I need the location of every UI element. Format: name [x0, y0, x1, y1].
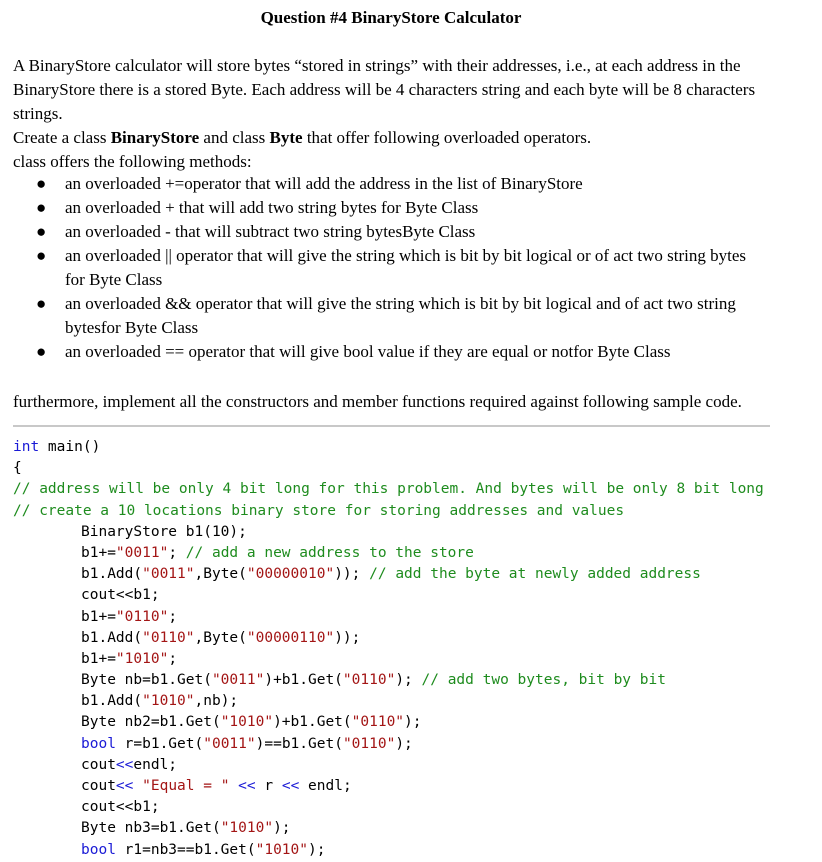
intro-line: BinaryStore there is a stored Byte. Each address will be 4 characters string and each byte will be 8 characters	[13, 80, 756, 99]
code-comment: // address will be only 4 bit long for this problem. And bytes will be only 8 bit long	[13, 481, 764, 498]
code-line: bool r1=nb3==b1.Get("1010");	[81, 841, 326, 858]
bullet-icon: ●	[36, 222, 47, 241]
create-classes-line: Create a class BinaryStore and class Byte that offer following overloaded operators.	[13, 128, 592, 147]
bullet-icon: ●	[36, 294, 47, 313]
code-line: Byte nb2=b1.Get("1010")+b1.Get("0110");	[81, 714, 422, 731]
bullet-icon: ●	[36, 342, 47, 361]
code-line: b1+="0110";	[81, 608, 178, 625]
intro-line: A BinaryStore calculator will store bytes “stored in strings” with their addresses, i.e., at each address in the	[13, 56, 741, 75]
code-line: b1.Add("1010",nb);	[81, 693, 239, 710]
code-comment: // create a 10 locations binary store for storing addresses and values	[13, 502, 625, 519]
bullet-icon: ●	[36, 198, 47, 217]
code-line: cout<<b1;	[81, 799, 160, 816]
divider	[13, 425, 770, 427]
code-line: Byte nb3=b1.Get("1010");	[81, 820, 291, 837]
code-line: b1+="0011"; // add a new address to the store	[81, 544, 474, 561]
methods-intro: class offers the following methods:	[13, 152, 252, 171]
list-item: ● an overloaded || operator that will give the string which is bit by bit logical or of act two string bytes for Byte Class	[36, 246, 746, 289]
code-line: b1.Add("0110",Byte("00000110"));	[81, 629, 361, 646]
code-line: b1.Add("0011",Byte("00000010")); // add the byte at newly added address	[81, 566, 701, 583]
code-line: int main()	[13, 439, 101, 455]
question-title: Question #4 BinaryStore Calculator	[260, 8, 522, 27]
list-item: ● an overloaded +=operator that will add the address in the list of BinaryStore	[0, 172, 790, 196]
code-line: cout<<b1;	[81, 587, 160, 604]
bullet-icon: ●	[36, 246, 47, 265]
code-line: bool r=b1.Get("0011")==b1.Get("0110");	[81, 735, 413, 752]
furthermore-paragraph: furthermore, implement all the constructors and member functions required against following sample code.	[13, 392, 742, 411]
code-line: b1+="1010";	[81, 650, 178, 667]
operator-list	[0, 172, 790, 364]
code-line: Byte nb=b1.Get("0011")+b1.Get("0110"); // add two bytes, bit by bit	[81, 672, 666, 689]
code-line: cout<<endl;	[81, 756, 178, 773]
list-item: ● an overloaded == operator that will give bool value if they are equal or notfor Byte Class	[0, 340, 790, 364]
class-name-binarystore: BinaryStore	[110, 128, 200, 147]
intro-line: strings.	[13, 104, 63, 123]
list-item: ● an overloaded && operator that will give the string which is bit by bit logical and of act two string bytesfor Byte Class	[36, 294, 736, 337]
list-item: ● an overloaded - that will subtract two string bytesByte Class	[0, 220, 790, 244]
code-line: cout<< "Equal = " << r << endl;	[81, 778, 352, 794]
bullet-icon: ●	[36, 174, 47, 193]
code-line: {	[13, 460, 22, 477]
intro-paragraph	[13, 54, 783, 174]
list-item: ● an overloaded + that will add two string bytes for Byte Class	[0, 196, 790, 220]
code-line: BinaryStore b1(10);	[81, 523, 247, 540]
code-block	[13, 437, 813, 861]
class-name-byte: Byte	[269, 128, 303, 147]
